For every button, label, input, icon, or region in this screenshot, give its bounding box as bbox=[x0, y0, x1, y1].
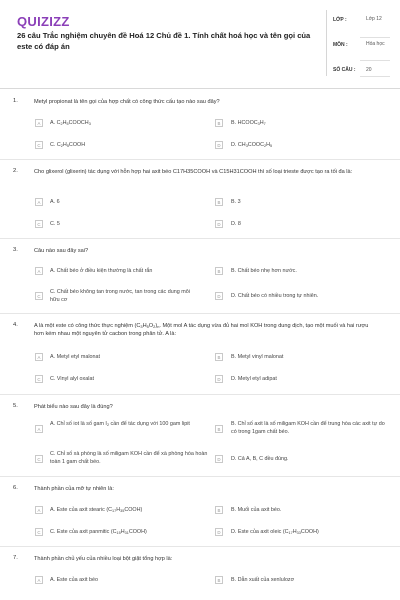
option-a-marker[interactable]: A bbox=[35, 119, 43, 127]
option-d-text[interactable]: D. Metyl etyl adipat bbox=[231, 376, 277, 382]
question-divider bbox=[0, 313, 400, 314]
option-b-marker[interactable]: B bbox=[215, 198, 223, 206]
option-b-text[interactable]: B. Chỉ số axit là số miligam KOH cần để trung hòa các axit tự do có trong 1gam chất béo. bbox=[231, 421, 385, 435]
question-text: A là một este có công thức thực nghiệm $(C_3H_5O_2)_n$. Một mol A tác dụng vừa đủ hai mol KOH trong dung dịch, tạo một muối và hai rượu hơn kém nhau một nguyên tử cacbon trong phân tử. A là: bbox=[34, 323, 369, 337]
option-b-marker[interactable]: B bbox=[215, 425, 223, 433]
subject-label: MÔN : bbox=[333, 42, 348, 48]
subject-underline bbox=[360, 60, 390, 61]
header-divider bbox=[326, 10, 327, 76]
option-b-text[interactable]: B. $HCOOC_3H_7$ bbox=[231, 120, 266, 126]
option-a-text[interactable]: A. Metyl etyl malonat bbox=[50, 354, 101, 360]
option-b-marker[interactable]: B bbox=[215, 506, 223, 514]
question-text: Câu nào sau đây sai? bbox=[34, 248, 89, 254]
question-number: 5. bbox=[13, 403, 18, 409]
option-b-text[interactable]: B. Dẫn xuất của xenlulozơ bbox=[231, 577, 295, 583]
option-d-marker[interactable]: D bbox=[215, 375, 223, 383]
option-a-text[interactable]: A. Este của axit stearic $(C_{17}H_{35}COOH)$ bbox=[50, 507, 143, 513]
option-b-text[interactable]: B. 3 bbox=[231, 199, 241, 205]
option-a-marker[interactable]: A bbox=[35, 576, 43, 584]
option-d-marker[interactable]: D bbox=[215, 455, 223, 463]
option-a-marker[interactable]: A bbox=[35, 267, 43, 275]
option-a-text[interactable]: A. Chỉ số iot là số gam $I_2$ cần để tác dụng với 100 gam lipit bbox=[50, 421, 190, 427]
grade-value: Lớp 12 bbox=[366, 16, 382, 22]
question-divider bbox=[0, 476, 400, 477]
question-text: Cho glixerol (glixerin) tác dụng với hỗn hợp hai axit béo C17H35COOH và C15H31COOH thì số loại trieste được tạo ra tối đa là: bbox=[34, 169, 353, 175]
option-a-text[interactable]: A. Chất béo ở điều kiện thường là chất rắn bbox=[50, 268, 153, 274]
option-d-marker[interactable]: D bbox=[215, 220, 223, 228]
option-c-marker[interactable]: C bbox=[35, 455, 43, 463]
question-number: 3. bbox=[13, 247, 18, 253]
worksheet-header bbox=[0, 0, 400, 88]
option-c-text[interactable]: C. Chỉ số xà phòng là số miligam KOH cần để xà phòng hóa hoàn toàn 1 gam chất béo. bbox=[50, 451, 208, 465]
option-c-text[interactable]: C. Este của axit panmitic $(C_{15}H_{31}COOH)$ bbox=[50, 529, 147, 535]
question-text: Metyl propionat là tên gọi của hợp chất có công thức cấu tạo nào sau đây? bbox=[34, 99, 220, 105]
option-b-marker[interactable]: B bbox=[215, 353, 223, 361]
grade-underline bbox=[360, 37, 390, 38]
option-c-marker[interactable]: C bbox=[35, 528, 43, 536]
question-divider bbox=[0, 238, 400, 239]
option-b-text[interactable]: B. Muối của axit béo. bbox=[231, 507, 282, 513]
option-b-text[interactable]: B. Metyl vinyl malonat bbox=[231, 354, 284, 360]
option-a-marker[interactable]: A bbox=[35, 506, 43, 514]
option-a-text[interactable]: A. $C_2H_5COOCH_3$ bbox=[50, 120, 91, 126]
header-separator bbox=[0, 88, 400, 89]
question-count-label: SỐ CÂU : bbox=[333, 67, 356, 73]
option-d-text[interactable]: D. $CH_3COOC_2H_5$ bbox=[231, 142, 273, 148]
quizizz-logo: QUIZIZZ bbox=[17, 14, 70, 29]
option-c-text[interactable]: C. Chất béo không tan trong nước, tan trong các dung môi hữu cơ bbox=[50, 289, 190, 303]
option-c-text[interactable]: C. Vinyl alyl oxalat bbox=[50, 376, 94, 382]
option-d-text[interactable]: D. Chất béo có nhiều trong tự nhiên. bbox=[231, 293, 319, 299]
question-divider bbox=[0, 394, 400, 395]
worksheet-title: 26 câu Trắc nghiệm chuyên đề Hoá 12 Chủ đề 1. Tính chất hoá học và tên gọi của este có đáp án bbox=[17, 31, 311, 51]
option-b-text[interactable]: B. Chất béo nhẹ hơn nước. bbox=[231, 268, 297, 274]
option-b-marker[interactable]: B bbox=[215, 576, 223, 584]
option-d-marker[interactable]: D bbox=[215, 292, 223, 300]
grade-label: LỚP : bbox=[333, 17, 347, 23]
question-text: Thành phần chủ yếu của nhiều loại bột giặt tổng hợp là: bbox=[34, 556, 173, 562]
option-d-text[interactable]: D. 8 bbox=[231, 221, 241, 227]
question-number: 1. bbox=[13, 98, 18, 104]
question-divider bbox=[0, 159, 400, 160]
question-number: 6. bbox=[13, 485, 18, 491]
option-d-marker[interactable]: D bbox=[215, 141, 223, 149]
option-a-marker[interactable]: A bbox=[35, 198, 43, 206]
option-c-text[interactable]: C. 5 bbox=[50, 221, 60, 227]
question-divider bbox=[0, 546, 400, 547]
question-number: 2. bbox=[13, 168, 18, 174]
option-a-marker[interactable]: A bbox=[35, 353, 43, 361]
option-c-marker[interactable]: C bbox=[35, 375, 43, 383]
question-count-underline bbox=[360, 76, 390, 77]
option-c-marker[interactable]: C bbox=[35, 141, 43, 149]
option-c-text[interactable]: C. $C_2H_5COOH$ bbox=[50, 142, 86, 148]
option-b-marker[interactable]: B bbox=[215, 267, 223, 275]
option-a-text[interactable]: A. Este của axit béo bbox=[50, 577, 98, 583]
subject-value: Hóa học bbox=[366, 41, 385, 47]
question-text: Thành phần của mỡ tự nhiên là: bbox=[34, 486, 114, 492]
question-number: 4. bbox=[13, 322, 18, 328]
question-text: Phát biểu nào sau đây là đúng? bbox=[34, 404, 113, 410]
option-d-text[interactable]: D. Este của axit oleic $(C_{17}H_{33}COOH)$ bbox=[231, 529, 319, 535]
option-a-text[interactable]: A. 6 bbox=[50, 199, 60, 205]
question-count-value: 20 bbox=[366, 67, 372, 73]
option-b-marker[interactable]: B bbox=[215, 119, 223, 127]
question-number: 7. bbox=[13, 555, 18, 561]
option-a-marker[interactable]: A bbox=[35, 425, 43, 433]
option-c-marker[interactable]: C bbox=[35, 292, 43, 300]
option-d-text[interactable]: D. Cả A, B, C đều đúng. bbox=[231, 456, 289, 462]
option-d-marker[interactable]: D bbox=[215, 528, 223, 536]
option-c-marker[interactable]: C bbox=[35, 220, 43, 228]
